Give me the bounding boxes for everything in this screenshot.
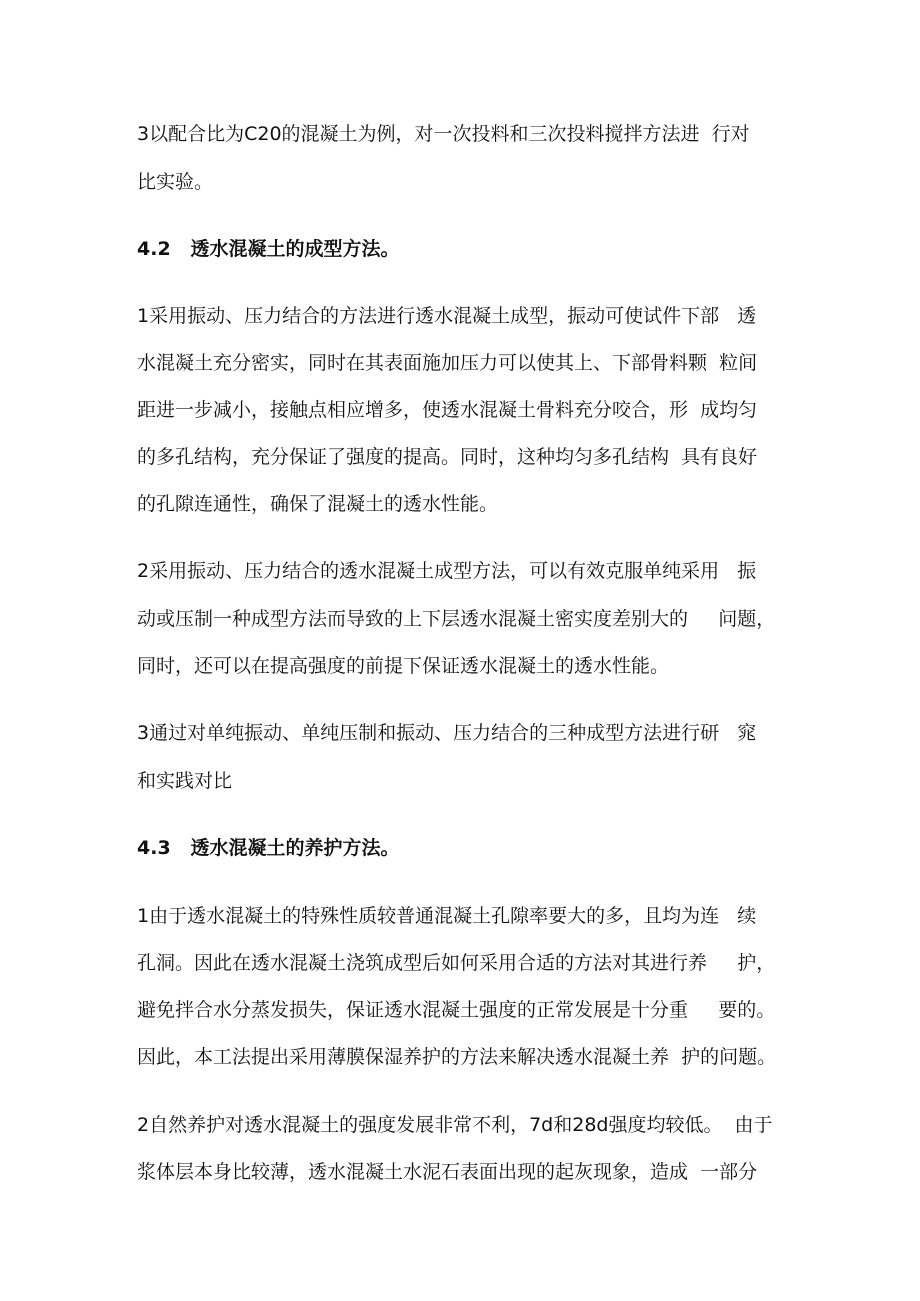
paragraph-line: 1采用振动、压力结合的方法进行透水混凝土成型，振动可使试件下部 透 [137,305,757,327]
paragraph-line: 的孔隙连通性，确保了混凝土的透水性能。 [137,493,499,515]
paragraph-line: 水混凝土充分密实，同时在其表面施加压力可以使其上、下部骨料颗 粒间 [137,352,758,374]
paragraph-line: 的多孔结构，充分保证了强度的提高。同时，这种均匀多孔结构 具有良好 [137,446,758,468]
paragraph-line: 2采用振动、压力结合的透水混凝土成型方法，可以有效克服单纯采用 振 [137,560,757,582]
paragraph-line: 和实践对比 [137,770,233,792]
paragraph-line: 因此，本工法提出采用薄膜保湿养护的方法来解决透水混凝土养 护的问题。 [137,1046,777,1068]
section-heading-4-2: 4.2 透水混凝土的成型方法。 [137,238,400,260]
paragraph-line: 避免拌合水分蒸发损失，保证透水混凝土强度的正常发展是十分重 要的。 [137,999,776,1021]
paragraph-line: 孔洞。因此在透水混凝土浇筑成型后如何采用合适的方法对其进行养 护， [137,952,776,974]
paragraph-line: 浆体层本身比较薄，透水混凝土水泥石表面出现的起灰现象，造成 一部分 [137,1161,758,1183]
paragraph-line: 1由于透水混凝土的特殊性质较普通混凝土孔隙率要大的多，且均为连 续 [137,905,757,927]
paragraph-line: 2自然养护对透水混凝土的强度发展非常不利，7d和28d强度均较低。 由于 [137,1114,773,1136]
paragraph-line: 动或压制一种成型方法而导致的上下层透水混凝土密实度差别大的 问题， [137,608,776,630]
paragraph-line: 3以配合比为C20的混凝土为例，对一次投料和三次投料搅拌方法进 行对 [137,123,750,145]
paragraph-line: 比实验。 [137,171,214,193]
paragraph-line: 3通过对单纯振动、单纯压制和振动、压力结合的三种成型方法进行研 窕 [137,722,757,744]
paragraph-line: 距进一步减小，接触点相应增多，使透水混凝土骨料充分咬合，形 成均匀 [137,399,758,421]
paragraph-line: 同时，还可以在提高强度的前提下保证透水混凝土的透水性能。 [137,655,670,677]
section-heading-4-3: 4.3 透水混凝土的养护方法。 [137,837,400,859]
